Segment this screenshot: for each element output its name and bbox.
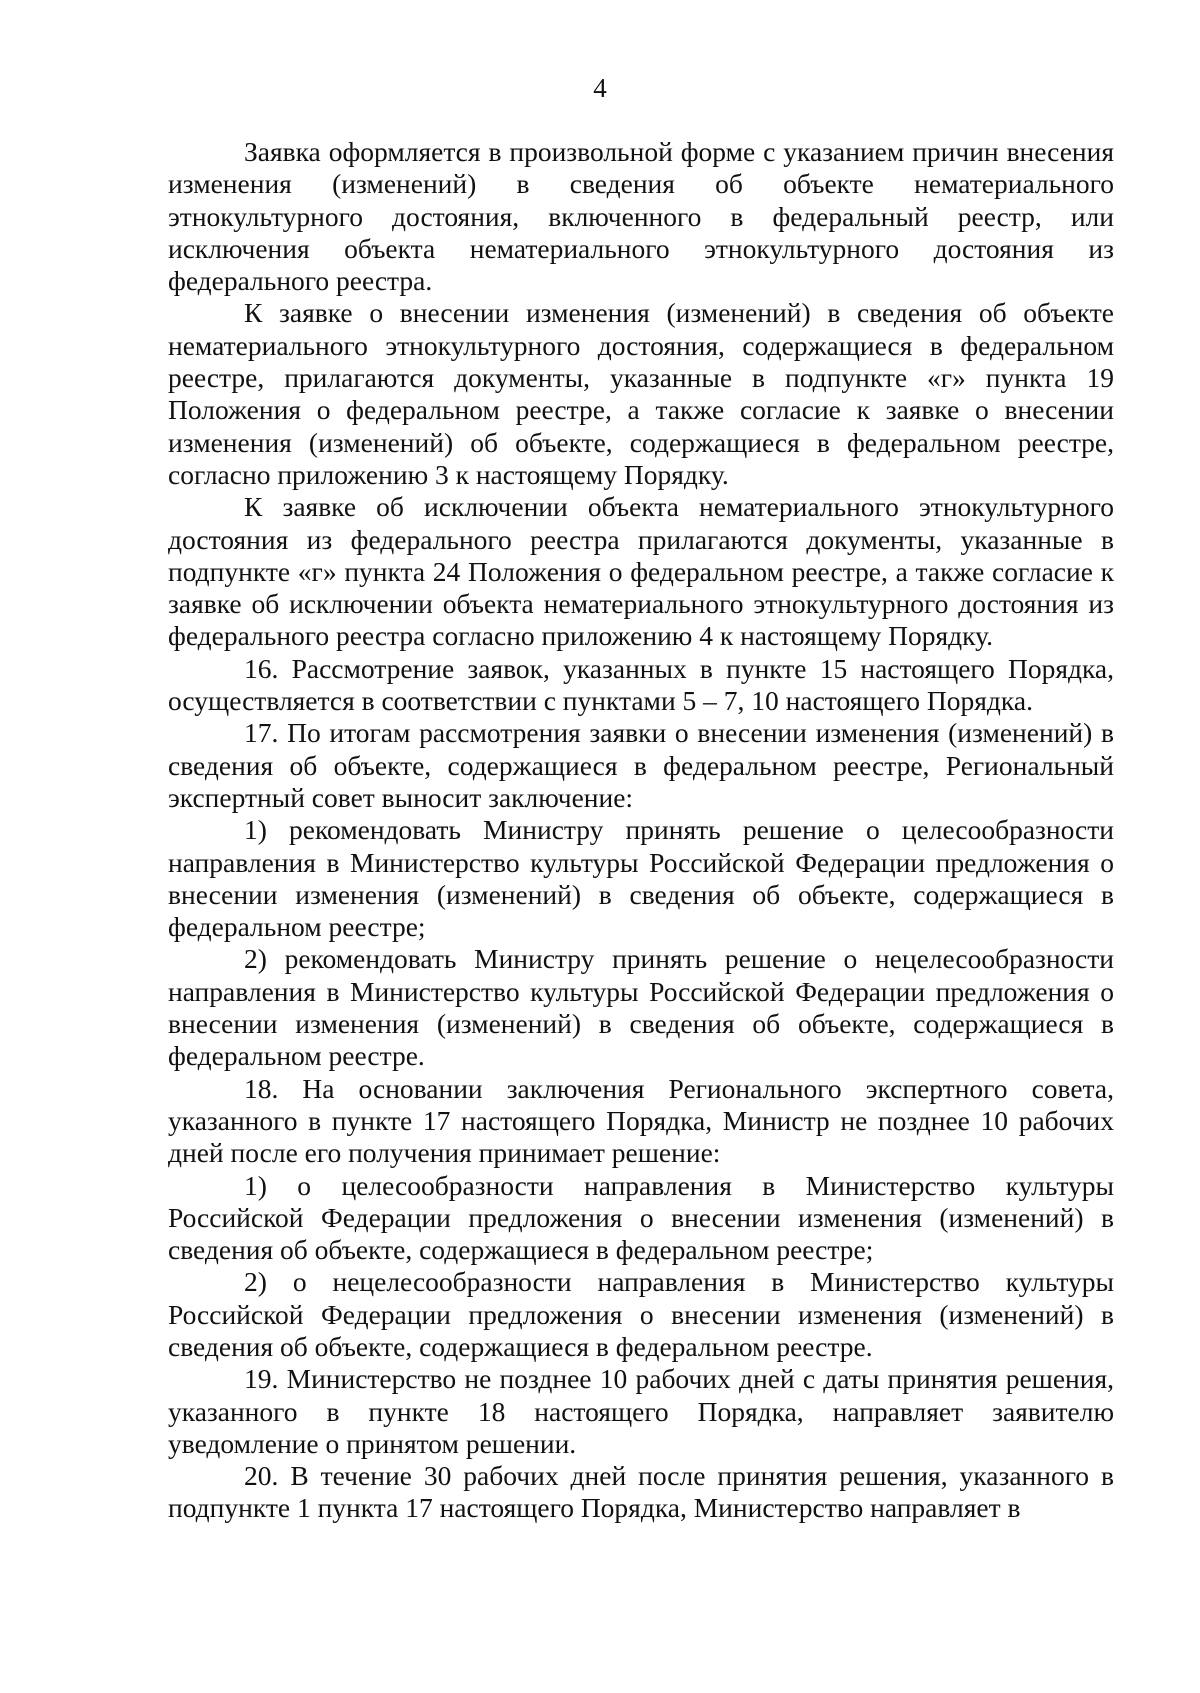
- paragraph-change-documents: К заявке о внесении изменения (изменений) в сведения об объекте нематериального этнокультурного достояния, содержащиеся в федеральном реестре, прилагаются документы, указанные в подпункте «г» пункта 19 Положения о федеральном реестре, а также согласие к заявке о внесении изменения (изменений) об объекте, содержащиеся в федеральном реестре, согласно приложению 3 к настоящему Порядку.: [168, 297, 1114, 490]
- paragraph-item-18-sub-2: 2) о нецелесообразности направления в Министерство культуры Российской Федерации предложения о внесении изменения (изменений) в сведения об объекте, содержащиеся в федеральном реестре.: [168, 1266, 1114, 1362]
- paragraph-item-17-sub-2: 2) рекомендовать Министру принять решение о нецелесообразности направления в Министерство культуры Российской Федерации предложения о внесении изменения (изменений) в сведения об объекте, содержащиеся в федеральном реестре.: [168, 943, 1114, 1072]
- paragraph-item-18: 18. На основании заключения Регионального экспертного совета, указанного в пункте 17 настоящего Порядка, Министр не позднее 10 рабочих дней после его получения принимает решение:: [168, 1072, 1114, 1169]
- page-number: 4: [593, 73, 607, 103]
- paragraph-item-17: 17. По итогам рассмотрения заявки о внесении изменения (изменений) в сведения об объекте, содержащиеся в федеральном реестре, Региональный экспертный совет выносит заключение:: [168, 717, 1114, 813]
- paragraph-item-18-sub-1: 1) о целесообразности направления в Министерство культуры Российской Федерации предложения о внесении изменения (изменений) в сведения об объекте, содержащиеся в федеральном реестре;: [168, 1169, 1114, 1266]
- paragraph-item-19: 19. Министерство не позднее 10 рабочих дней с даты принятия решения, указанного в пункте 18 настоящего Порядка, направляет заявителю уведомление о принятом решении.: [168, 1363, 1114, 1459]
- paragraph-item-17-sub-1: 1) рекомендовать Министру принять решение о целесообразности направления в Министерство культуры Российской Федерации предложения о внесении изменения (изменений) в сведения об объекте, содержащиеся в федеральном реестре;: [168, 814, 1114, 943]
- paragraph-item-20: 20. В течение 30 рабочих дней после принятия решения, указанного в подпункте 1 пункта 17 настоящего Порядка, Министерство направляет в: [168, 1460, 1114, 1524]
- paragraph-application-format: Заявка оформляется в произвольной форме с указанием причин внесения изменения (изменений) в сведения об объекте нематериального этнокультурного достояния, включенного в федеральный реестр, или исключения объекта нематериального этнокультурного достояния из федерального реестра.: [168, 136, 1114, 297]
- paragraph-item-16: 16. Рассмотрение заявок, указанных в пункте 15 настоящего Порядка, осуществляется в соответствии с пунктами 5 – 7, 10 настоящего Порядка.: [168, 652, 1114, 717]
- paragraph-exclusion-documents: К заявке об исключении объекта нематериального этнокультурного достояния из федерального реестра прилагаются документы, указанные в подпункте «г» пункта 24 Положения о федеральном реестре, а также согласие к заявке об исключении объекта нематериального этнокультурного достояния из федерального реестра согласно приложению 4 к настоящему Порядку.: [168, 491, 1114, 652]
- document-body: [168, 136, 1114, 1525]
